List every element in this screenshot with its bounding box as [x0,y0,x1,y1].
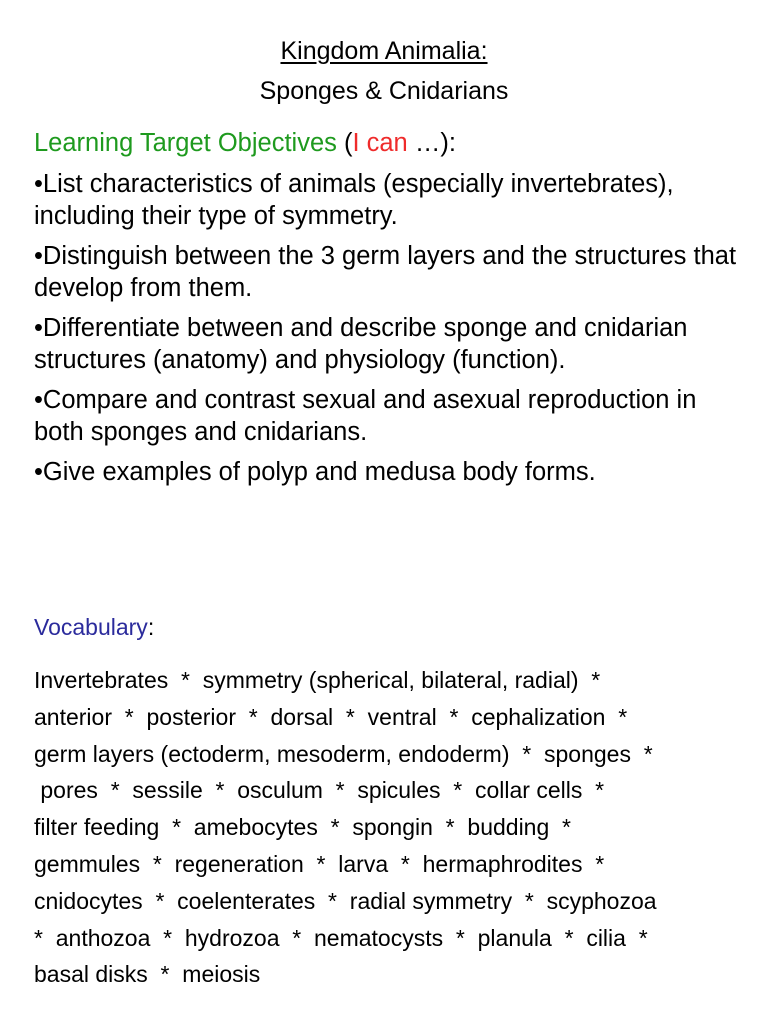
vocabulary-line: gemmules * regeneration * larva * hermaphrodites * [34,850,605,877]
objective-item: •Distinguish between the 3 germ layers and the structures that develop from them. [34,242,737,302]
objectives-heading-accent: I can [352,129,408,157]
vocabulary-line: pores * sessile * osculum * spicules * collar cells * [34,777,605,804]
vocabulary-heading [34,612,154,642]
vocabulary-heading-label: Vocabulary [34,614,148,640]
objective-item: •Give examples of polyp and medusa body forms. [34,458,596,486]
objective-item: •Compare and contrast sexual and asexual reproduction in both sponges and cnidarians. [34,386,697,446]
vocabulary-line: germ layers (ectoderm, mesoderm, endoderm) * sponges * [34,740,653,767]
objectives-heading-label: Learning Target Objectives [34,129,337,157]
objective-item: •Differentiate between and describe sponge and cnidarian structures (anatomy) and physiology (function). [34,314,688,374]
objectives-heading [34,127,456,159]
page-subtitle: Sponges & Cnidarians [259,77,509,105]
objectives-heading-end: …): [407,129,456,157]
vocabulary-line: filter feeding * amebocytes * spongin * budding * [34,814,571,841]
vocabulary-line: Invertebrates * symmetry (spherical, bilateral, radial) * [34,667,601,693]
objectives-heading-paren: ( [336,129,353,157]
vocabulary-heading-colon: : [147,614,155,640]
vocabulary-line: anterior * posterior * dorsal * ventral * cephalization * [34,703,628,730]
objectives-list [34,168,749,496]
objective-item: •List characteristics of animals (especially invertebrates), including their type of symmetry. [34,170,674,230]
vocabulary-list [34,664,744,995]
page-title: Kingdom Animalia: [280,37,488,65]
vocabulary-line: cnidocytes * coelenterates * radial symmetry * scyphozoa [34,887,657,914]
vocabulary-line: * anthozoa * hydrozoa * nematocysts * planula * cilia * [34,924,648,951]
vocabulary-line: basal disks * meiosis [34,961,261,988]
